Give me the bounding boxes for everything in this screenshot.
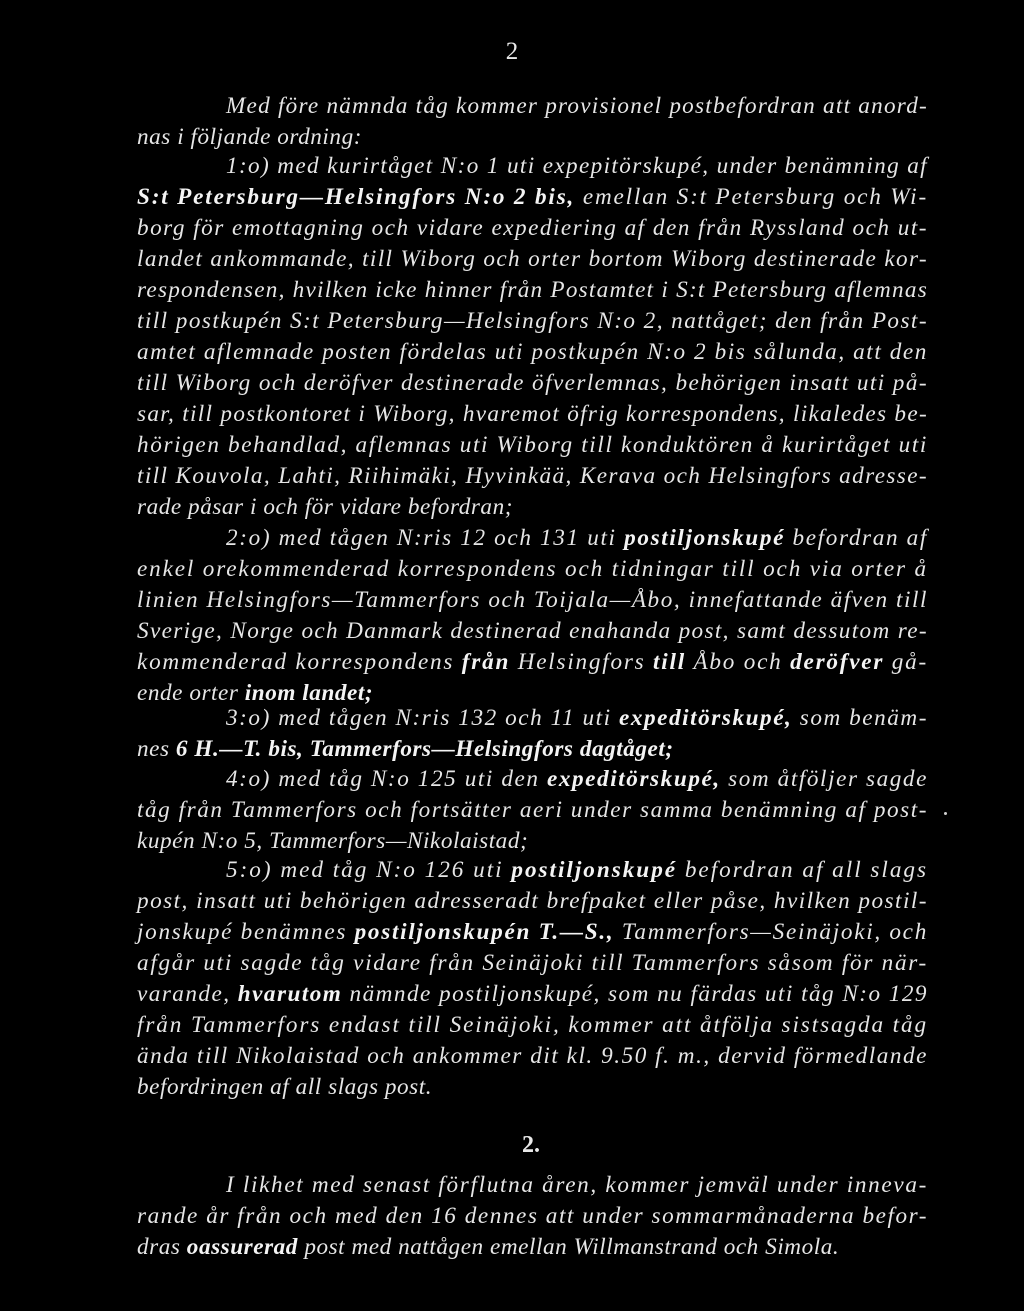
item-1-line bbox=[137, 430, 928, 460]
item-4-line bbox=[137, 826, 528, 856]
item-5-line bbox=[137, 948, 928, 978]
bold-text-run: postiljonskupé bbox=[624, 525, 786, 551]
text-run: till postkupén S:t Petersburg—Helsingfors N:o 2, nattåget; den från Post- bbox=[137, 308, 928, 334]
item-1-line bbox=[137, 213, 928, 243]
text-run: post, insatt uti behörigen adresseradt brefpaket eller påse, hvilken postil- bbox=[137, 888, 928, 914]
text-run: 3:o) med tågen N:ris 132 och 11 uti bbox=[226, 705, 620, 731]
bold-text-run: 6 H.—T. bis, Tammerfors—Helsingfors dagtåget; bbox=[175, 736, 674, 762]
text-run: Helsingfors bbox=[510, 649, 654, 675]
text-run: enkel orekommenderad korrespondens och tidningar till och via orter å bbox=[137, 556, 929, 582]
text-run: dras bbox=[137, 1234, 187, 1260]
item-1-line bbox=[137, 275, 928, 305]
text-run: amtet aflemnade posten fördelas uti postkupén N:o 2 bis sålunda, att den bbox=[137, 339, 928, 365]
text-run: rade påsar i och för vidare befordran; bbox=[137, 494, 513, 520]
text-run: rande år från och med den 16 dennes att under sommarmånaderna befor- bbox=[137, 1203, 928, 1229]
text-run: kupén N:o 5, Tammerfors—Nikolaistad; bbox=[137, 828, 529, 854]
item-2-line bbox=[137, 616, 928, 646]
item-1-line bbox=[137, 461, 928, 491]
paragraph-2-line bbox=[137, 1201, 928, 1231]
bold-text-run: hvarutom bbox=[237, 981, 343, 1007]
item-2-line bbox=[137, 585, 928, 615]
bold-text-run: till bbox=[653, 649, 686, 675]
page-number: 2 bbox=[505, 38, 519, 65]
text-run: befordran af bbox=[785, 525, 928, 551]
text-run: befordringen af all slags post. bbox=[137, 1074, 433, 1100]
bold-text-run: från bbox=[461, 649, 511, 675]
item-1-line bbox=[137, 244, 928, 274]
bold-text-run: inom landet; bbox=[244, 680, 374, 706]
item-1-line bbox=[137, 399, 928, 429]
bold-text-run: deröfver bbox=[790, 649, 885, 675]
item-5-line bbox=[137, 1010, 928, 1040]
item-2-line bbox=[137, 647, 928, 677]
bold-text-run: S:t Petersburg—Helsingfors N:o 2 bis, bbox=[137, 184, 576, 210]
bold-text-run: expeditörskupé, bbox=[546, 766, 721, 792]
text-run: gå- bbox=[884, 649, 928, 675]
text-run: Åbo och bbox=[685, 649, 791, 675]
margin-mark bbox=[944, 812, 947, 815]
text-run: som åtföljer sagde bbox=[720, 766, 928, 792]
bold-text-run: oassurerad bbox=[186, 1234, 298, 1260]
text-run: till Wiborg och deröfver destinerade öfverlemnas, behörigen insatt uti på- bbox=[137, 370, 928, 396]
text-run: borg för emottagning och vidare expediering af den från Ryssland och ut- bbox=[137, 215, 929, 241]
bold-text-run: expeditörskupé, bbox=[619, 705, 793, 731]
paragraph-2-line bbox=[226, 1170, 928, 1200]
text-run: hörigen behandlad, aflemnas uti Wiborg till konduktören å kurirtåget uti bbox=[137, 432, 928, 458]
item-1-line bbox=[137, 492, 513, 522]
text-run: till Kouvola, Lahti, Riihimäki, Hyvinkää, Kerava och Helsingfors adresse- bbox=[137, 463, 928, 489]
item-1-line bbox=[137, 306, 928, 336]
text-run: emellan S:t Petersburg och Wi- bbox=[575, 184, 928, 210]
section-number: 2. bbox=[522, 1132, 540, 1158]
text-run: 5:o) med tåg N:o 126 uti bbox=[226, 857, 512, 883]
paragraph-1-line bbox=[226, 91, 928, 121]
text-run: jonskupé benämnes bbox=[137, 919, 355, 945]
item-4-line bbox=[137, 795, 928, 825]
text-run: befordran af all slags bbox=[677, 857, 929, 883]
text-run: I likhet med senast förflutna åren, kommer jemväl under inneva- bbox=[226, 1172, 928, 1198]
text-run: ända till Nikolaistad och ankommer dit kl. 9.50 f. m., dervid förmedlande bbox=[137, 1043, 928, 1069]
text-run: nämnde postiljonskupé, som nu färdas uti tåg N:o 129 bbox=[342, 981, 928, 1007]
item-1-line bbox=[226, 151, 928, 181]
item-5-line bbox=[137, 1041, 928, 1071]
text-run: linien Helsingfors—Tammerfors och Toijala—Åbo, innefattande äfven till bbox=[137, 587, 928, 613]
text-run: landet ankommande, till Wiborg och orter bortom Wiborg destinerade kor- bbox=[137, 246, 928, 272]
bold-text-run: postiljonskupé bbox=[511, 857, 678, 883]
text-run: 1:o) med kurirtåget N:o 1 uti expepitörskupé, under benämning af bbox=[226, 153, 928, 179]
text-run: kommenderad korrespondens bbox=[137, 649, 462, 675]
text-run: Sverige, Norge och Danmark destinerad enahanda post, samt dessutom re- bbox=[137, 618, 928, 644]
text-run: varande, bbox=[137, 981, 238, 1007]
item-3-line bbox=[226, 703, 928, 733]
text-run: post med nattågen emellan Willmanstrand och Simola. bbox=[297, 1234, 840, 1260]
item-2-line bbox=[137, 554, 928, 584]
text-run: 2:o) med tågen N:ris 12 och 131 uti bbox=[226, 525, 625, 551]
item-1-line bbox=[137, 368, 928, 398]
text-run: Tammerfors—Seinäjoki, och bbox=[614, 919, 928, 945]
text-run: sar, till postkontoret i Wiborg, hvaremot öfrig korrespondens, likaledes be- bbox=[137, 401, 928, 427]
item-1-line bbox=[137, 182, 928, 212]
text-run: 4:o) med tåg N:o 125 uti den bbox=[226, 766, 547, 792]
text-run: tåg från Tammerfors och fortsätter aeri under samma benämning af post- bbox=[137, 797, 928, 823]
bold-text-run: postiljonskupén T.—S., bbox=[354, 919, 615, 945]
text-run: nes bbox=[137, 736, 176, 762]
item-5-line bbox=[226, 855, 928, 885]
text-run: som benäm- bbox=[792, 705, 929, 731]
paragraph-1-line bbox=[137, 122, 362, 152]
item-5-line bbox=[137, 917, 928, 947]
item-4-line bbox=[226, 764, 928, 794]
text-run: nas i följande ordning: bbox=[137, 124, 362, 150]
item-1-line bbox=[137, 337, 928, 367]
text-run: från Tammerfors endast till Seinäjoki, kommer att åtfölja sistsagda tåg bbox=[137, 1012, 928, 1038]
text-run: ende orter bbox=[137, 680, 245, 706]
text-run: afgår uti sagde tåg vidare från Seinäjoki till Tammerfors såsom för när- bbox=[137, 950, 928, 976]
text-run: respondensen, hvilken icke hinner från Postamtet i S:t Petersburg aflemnas bbox=[137, 277, 928, 303]
item-2-line bbox=[226, 523, 928, 553]
paragraph-2-line bbox=[137, 1232, 839, 1262]
item-5-line bbox=[137, 886, 928, 916]
item-5-line bbox=[137, 1072, 432, 1102]
item-5-line bbox=[137, 979, 928, 1009]
text-run: Med före nämnda tåg kommer provisionel postbefordran att anord- bbox=[226, 93, 928, 119]
item-3-line bbox=[137, 734, 674, 764]
